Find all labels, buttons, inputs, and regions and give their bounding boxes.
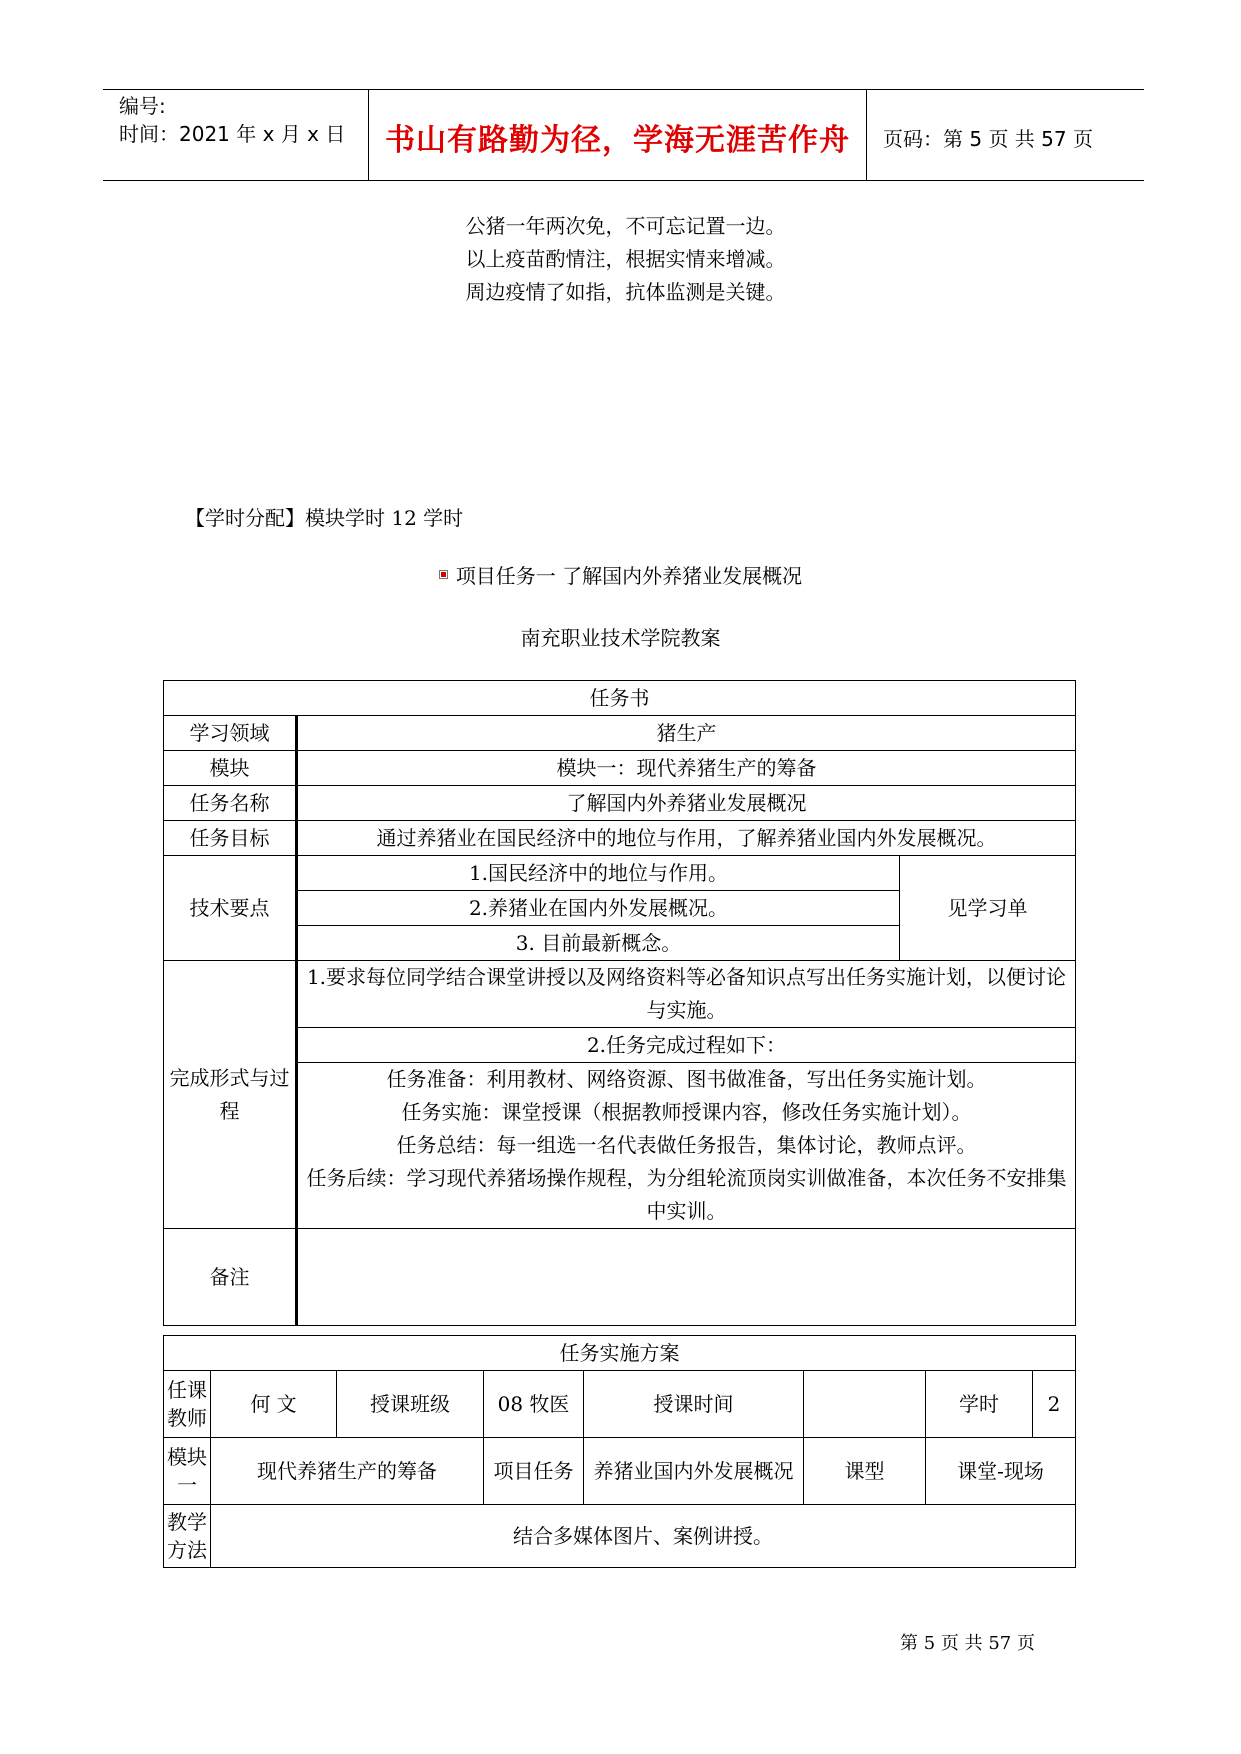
- time-label: 授课时间: [584, 1371, 804, 1438]
- table-row: [164, 751, 1076, 786]
- row-value: 猪生产: [297, 716, 1076, 751]
- table-row: [164, 856, 1076, 891]
- table-row: [164, 1336, 1076, 1371]
- module-label: 模块一: [164, 1438, 211, 1505]
- tech-point: 3. 目前最新概念。: [297, 926, 900, 961]
- task-heading: [0, 560, 1241, 589]
- school-title: 南充职业技术学院教案: [520, 626, 721, 650]
- module-value: 现代养猪生产的筹备: [211, 1438, 484, 1505]
- method-label: 教学方法: [164, 1505, 211, 1568]
- process-detail-line: 任务准备：利用教材、网络资源、图书做准备，写出任务实施计划。: [386, 1067, 987, 1091]
- time-label: 时间：2021 年 x 月 x 日: [119, 122, 346, 146]
- row-value: 了解国内外养猪业发展概况: [297, 786, 1076, 821]
- tech-point: 2.养猪业在国内外发展概况。: [297, 891, 900, 926]
- poem-line: 公猪一年两次免，不可忘记置一边。: [465, 214, 786, 238]
- table-row: [164, 716, 1076, 751]
- serial-label: 编号:: [119, 94, 166, 118]
- table-row: [164, 1063, 1076, 1229]
- type-label: 课型: [804, 1438, 926, 1505]
- task-book-title: 任务书: [164, 681, 1076, 716]
- method-value: 结合多媒体图片、案例讲授。: [211, 1505, 1076, 1568]
- header-meta: [103, 90, 369, 180]
- hours-allocation: 【学时分配】模块学时 12 学时: [185, 506, 464, 530]
- hours-label: 学时: [926, 1371, 1033, 1438]
- page-header: [103, 89, 1144, 181]
- teacher-value: 何 文: [211, 1371, 337, 1438]
- row-value: 模块一：现代养猪生产的筹备: [297, 751, 1076, 786]
- task-book-table: [163, 680, 1076, 1326]
- table-row: [164, 1505, 1076, 1568]
- task-label: 项目任务: [484, 1438, 584, 1505]
- process-detail-line: 任务总结：每一组选一名代表做任务报告，集体讨论，教师点评。: [396, 1133, 977, 1157]
- poem-line: 以上疫苗酌情注，根据实情来增减。: [465, 247, 786, 271]
- table-row: [164, 961, 1076, 1028]
- process-detail-line: 任务实施：课堂授课（根据教师授课内容，修改任务实施计划）。: [401, 1100, 972, 1124]
- process-label: 完成形式与过程: [164, 961, 297, 1229]
- table-row: [164, 1028, 1076, 1063]
- process-step-1: 1.要求每位同学结合课堂讲授以及网络资料等必备知识点写出任务实施计划，以便讨论与实施。: [297, 961, 1076, 1028]
- teacher-label: 任课教师: [164, 1371, 211, 1438]
- type-value: 课堂-现场: [926, 1438, 1076, 1505]
- table-row: [164, 681, 1076, 716]
- process-details: [297, 1063, 1076, 1229]
- page-footer: 第 5 页 共 57 页: [900, 1633, 1035, 1654]
- process-step-2: 2.任务完成过程如下：: [297, 1028, 1076, 1063]
- implementation-title: 任务实施方案: [164, 1336, 1076, 1371]
- implementation-table: [163, 1335, 1076, 1568]
- row-label: 任务名称: [164, 786, 297, 821]
- task-heading-text: 项目任务一 了解国内外养猪业发展概况: [455, 564, 803, 588]
- row-label: 任务目标: [164, 821, 297, 856]
- table-row: [164, 821, 1076, 856]
- table-row: [164, 1371, 1076, 1438]
- tech-point: 1.国民经济中的地位与作用。: [297, 856, 900, 891]
- poem: [0, 210, 1241, 309]
- broken-image-icon: [439, 570, 448, 579]
- hours-value: 2: [1033, 1371, 1076, 1438]
- process-detail-line: 任务后续：学习现代养猪场操作规程，为分组轮流顶岗实训做准备，本次任务不安排集中实训。: [306, 1166, 1067, 1223]
- time-value: [804, 1371, 926, 1438]
- table-row: [164, 1229, 1076, 1326]
- table-row: [164, 786, 1076, 821]
- row-value: 通过养猪业在国民经济中的地位与作用，了解养猪业国内外发展概况。: [297, 821, 1076, 856]
- row-label: 模块: [164, 751, 297, 786]
- row-label: 学习领域: [164, 716, 297, 751]
- tech-reference: 见学习单: [900, 856, 1076, 961]
- header-motto: 书山有路勤为径，学海无涯苦作舟: [369, 90, 867, 180]
- task-value: 养猪业国内外发展概况: [584, 1438, 804, 1505]
- table-row: [164, 1438, 1076, 1505]
- class-label: 授课班级: [337, 1371, 484, 1438]
- class-value: 08 牧医: [484, 1371, 584, 1438]
- tech-label: 技术要点: [164, 856, 297, 961]
- remarks-value: [297, 1229, 1076, 1326]
- remarks-label: 备注: [164, 1229, 297, 1326]
- header-page-number: 页码：第 5 页 共 57 页: [883, 126, 1093, 151]
- poem-line: 周边疫情了如指，抗体监测是关键。: [465, 280, 786, 304]
